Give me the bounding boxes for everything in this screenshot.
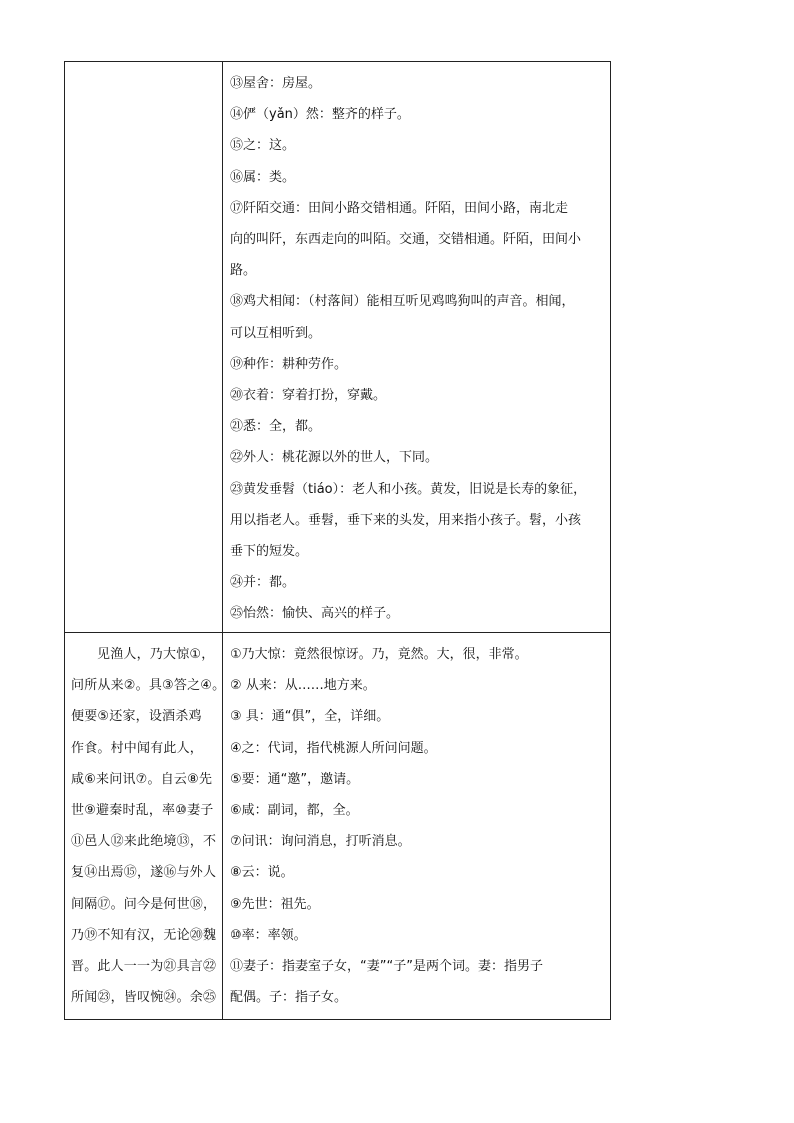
note-line: ⑥咸：副词，都，全。	[230, 803, 359, 819]
note-line: ⑪妻子：指妻室子女，“妻”“子”是两个词。妻：指男子	[230, 959, 543, 975]
passage-line: 间隔⑰。问今是何世⑱，	[71, 896, 217, 912]
note-line: 垂下的短发。	[230, 544, 309, 560]
note-line: ⑲种作：耕种劳作。	[230, 356, 348, 372]
passage-text	[65, 633, 226, 1013]
passage-line: 见渔人，乃大惊①，	[97, 647, 215, 662]
note-line: ⑤要：通“邀”，邀请。	[230, 771, 360, 787]
passage-cell	[65, 633, 226, 1020]
passage-line: 便要⑤还家，设酒杀鸡	[71, 709, 202, 725]
note-line: ⑨先世：祖先。	[230, 896, 320, 912]
note-line: ③ 具：通“俱”，全，详细。	[230, 709, 390, 725]
note-line: ⑮之：这。	[230, 138, 296, 154]
note-line: ㉑悉：全，都。	[230, 419, 322, 435]
note-line: 配偶。子：指子女。	[230, 990, 348, 1006]
note-line: ⑭俨（yǎn）然：整齐的样子。	[230, 107, 410, 123]
passage-line: 世⑨避秦时乱，率⑩妻子	[71, 803, 214, 819]
notes-list	[223, 633, 610, 1013]
note-line: 路。	[230, 263, 257, 279]
note-line: ㉒外人：桃花源以外的世人，下同。	[230, 450, 439, 466]
note-line: 向的叫阡，东西走向的叫陌。交通，交错相通。阡陌，田间小	[230, 232, 582, 248]
passage-line: 咸⑥来问讯⑦。自云⑧先	[71, 771, 213, 787]
table-row	[65, 633, 611, 1020]
passage-cell-empty	[65, 62, 223, 633]
note-line: ㉔并：都。	[230, 575, 296, 591]
note-line: ⑱鸡犬相闻：（村落间）能相互听见鸡鸣狗叫的声音。相闻，	[230, 294, 575, 310]
note-line: ⑳衣着：穿着打扮，穿戴。	[230, 388, 387, 404]
notes-list	[223, 62, 610, 630]
note-line: ㉕怡然：愉快、高兴的样子。	[230, 606, 400, 622]
note-line: ⑧云：说。	[230, 865, 294, 881]
note-line: 用以指老人。垂髫，垂下来的头发，用来指小孩子。髫，小孩	[230, 512, 582, 528]
table-row	[65, 62, 611, 633]
note-line: ⑯属：类。	[230, 169, 296, 185]
passage-line: 乃⑲不知有汉，无论⑳魏	[71, 927, 217, 943]
note-line: ①乃大惊：竟然很惊讶。乃，竟然。大，很，非常。	[230, 647, 528, 662]
notes-cell	[223, 62, 611, 633]
passage-line: 晋。此人一一为㉑具言㉒	[71, 959, 217, 975]
note-line: ④之：代词，指代桃源人所问问题。	[230, 740, 437, 756]
note-line: ② 从来：从……地方来。	[230, 678, 376, 694]
note-line: ⑰阡陌交通：田间小路交错相通。阡陌，田间小路，南北走	[230, 200, 569, 216]
note-line: ⑩率：率领。	[230, 927, 307, 943]
notes-cell	[223, 633, 611, 1020]
passage-line: 问所从来②。具③答之④。	[71, 678, 226, 694]
note-line: ⑬屋舍：房屋。	[230, 76, 322, 91]
passage-line: 作食。村中闻有此人，	[71, 740, 204, 756]
passage-line: 所闻㉓，皆叹惋㉔。余㉕	[71, 990, 217, 1006]
note-line: ㉓黄发垂髫（tiáo）：老人和小孩。黄发，旧说是长寿的象征，	[230, 481, 587, 497]
note-line: ⑦问讯：询问消息，打听消息。	[230, 834, 411, 850]
annotation-table	[64, 61, 611, 1020]
passage-line: ⑪邑人⑫来此绝境⑬，不	[71, 834, 217, 850]
passage-line: 复⑭出焉⑮，遂⑯与外人	[71, 865, 217, 881]
note-line: 可以互相听到。	[230, 325, 322, 341]
